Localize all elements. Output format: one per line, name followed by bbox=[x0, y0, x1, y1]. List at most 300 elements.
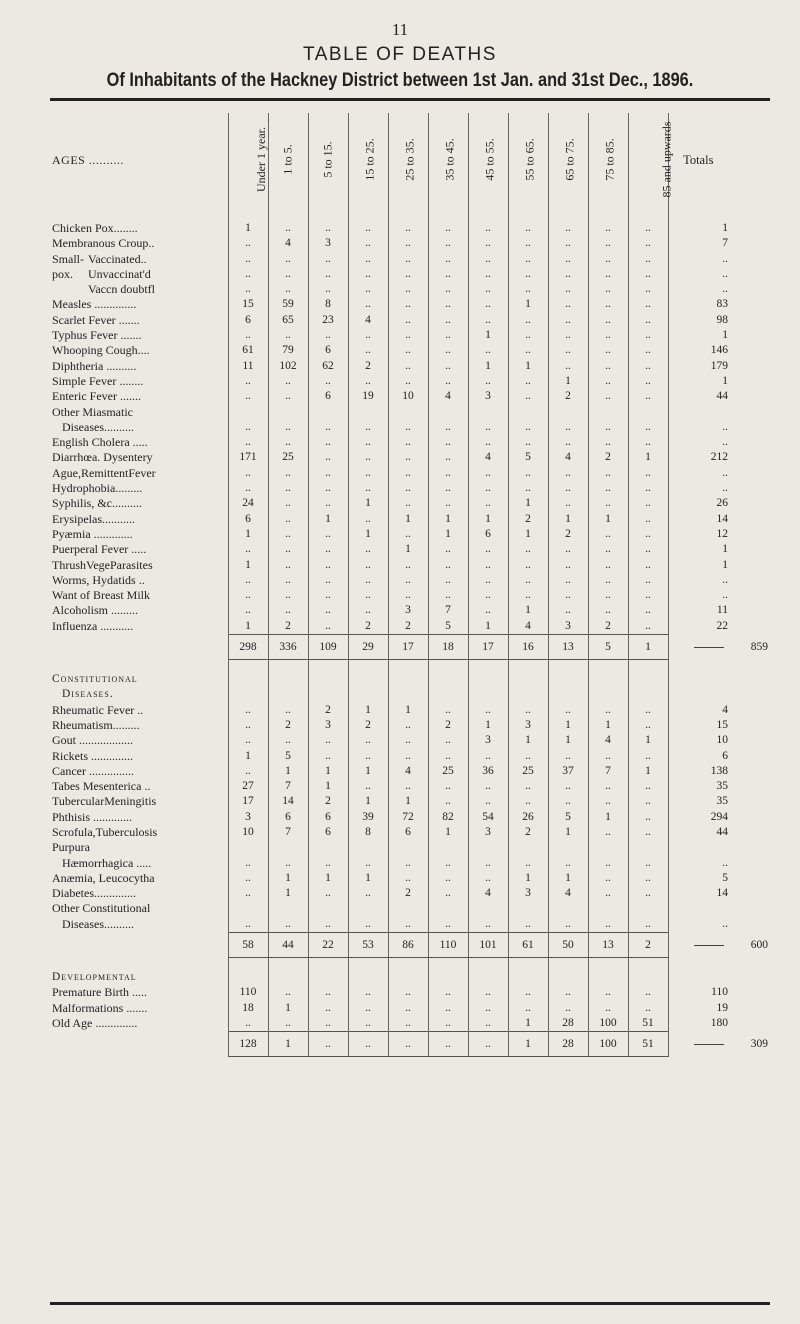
age-count-cell: .. bbox=[268, 267, 308, 282]
table-title: TABLE OF DEATHS bbox=[303, 44, 497, 65]
age-count-cell: .. bbox=[388, 359, 428, 374]
age-count-cell: 1 bbox=[428, 512, 468, 527]
age-count-cell: .. bbox=[588, 703, 628, 718]
empty-cell bbox=[728, 282, 768, 297]
age-count-cell: .. bbox=[468, 297, 508, 312]
age-count-cell: .. bbox=[428, 236, 468, 251]
disease-label: English Cholera ..... bbox=[52, 435, 148, 450]
age-count-cell: .. bbox=[308, 466, 348, 481]
subtotal-cell: 1 bbox=[268, 1032, 308, 1057]
age-count-cell: .. bbox=[228, 466, 268, 481]
age-count-cell: .. bbox=[588, 282, 628, 297]
age-count-cell: .. bbox=[308, 733, 348, 748]
age-count-cell: .. bbox=[588, 542, 628, 557]
table-row bbox=[52, 389, 768, 404]
subtotal-cell: 298 bbox=[228, 635, 268, 660]
table-row bbox=[52, 252, 768, 267]
age-count-cell: 3 bbox=[468, 389, 508, 404]
age-count-cell: .. bbox=[468, 856, 508, 871]
age-count-cell: 6 bbox=[308, 343, 348, 358]
age-count-cell: .. bbox=[548, 282, 588, 297]
subtotal-cell: .. bbox=[308, 1032, 348, 1057]
row-total-cell: 35 bbox=[668, 794, 728, 809]
subtotal-cell: 13 bbox=[548, 635, 588, 660]
table-row bbox=[52, 603, 768, 618]
age-count-cell bbox=[588, 840, 628, 855]
age-count-cell: .. bbox=[548, 359, 588, 374]
age-count-cell: 7 bbox=[268, 779, 308, 794]
age-count-cell: .. bbox=[388, 588, 428, 603]
age-count-cell: .. bbox=[548, 420, 588, 435]
table-row bbox=[52, 558, 768, 573]
age-count-cell: .. bbox=[508, 328, 548, 343]
disease-label: Diseases.......... bbox=[62, 419, 134, 434]
row-total-cell: 44 bbox=[668, 389, 728, 404]
disease-label: Syphilis, &c.......... bbox=[52, 496, 143, 511]
age-count-cell: 1 bbox=[548, 871, 588, 886]
age-count-cell: .. bbox=[228, 603, 268, 618]
age-count-cell: .. bbox=[308, 573, 348, 588]
age-count-cell: .. bbox=[388, 1001, 428, 1016]
empty-cell bbox=[728, 749, 768, 764]
row-total-cell: 1 bbox=[668, 542, 728, 557]
subtotal-cell: 1 bbox=[508, 1032, 548, 1057]
age-count-cell: .. bbox=[428, 496, 468, 511]
age-column-label: 25 to 35. bbox=[402, 138, 417, 182]
empty-cell bbox=[728, 687, 768, 702]
subtotal-cell: 128 bbox=[228, 1032, 268, 1057]
row-total-cell: .. bbox=[668, 917, 728, 933]
age-count-cell: .. bbox=[548, 985, 588, 1000]
disease-label: Phthisis ............. bbox=[52, 809, 133, 824]
row-total-cell: 14 bbox=[668, 512, 728, 527]
age-count-cell: .. bbox=[268, 481, 308, 496]
age-count-cell: 1 bbox=[468, 718, 508, 733]
spacer-cell bbox=[228, 660, 268, 673]
age-count-cell: .. bbox=[508, 221, 548, 236]
age-count-cell: .. bbox=[468, 588, 508, 603]
age-count-cell: .. bbox=[428, 794, 468, 809]
age-count-cell: .. bbox=[308, 527, 348, 542]
age-column-header bbox=[508, 113, 548, 209]
age-count-cell: .. bbox=[228, 267, 268, 282]
age-count-cell: .. bbox=[428, 779, 468, 794]
section-heading-row bbox=[52, 970, 768, 985]
disease-label: Other Miasmatic bbox=[52, 404, 133, 419]
age-count-cell: .. bbox=[628, 619, 668, 635]
age-count-cell: 2 bbox=[508, 512, 548, 527]
age-count-cell: 2 bbox=[588, 619, 628, 635]
age-count-cell: 171 bbox=[228, 450, 268, 465]
age-count-cell: .. bbox=[388, 496, 428, 511]
age-count-cell: .. bbox=[548, 856, 588, 871]
age-count-cell: 1 bbox=[388, 512, 428, 527]
row-total-cell: 98 bbox=[668, 313, 728, 328]
age-count-cell: .. bbox=[628, 794, 668, 809]
age-count-cell: .. bbox=[348, 343, 388, 358]
subtotal-cell: 101 bbox=[468, 933, 508, 958]
empty-cell bbox=[728, 871, 768, 886]
row-total-cell: 11 bbox=[668, 603, 728, 618]
age-count-cell: .. bbox=[628, 718, 668, 733]
age-count-cell: 6 bbox=[308, 825, 348, 840]
age-count-cell: .. bbox=[508, 1001, 548, 1016]
row-total-cell: 294 bbox=[668, 810, 728, 825]
age-column-header bbox=[268, 113, 308, 209]
age-count-cell: .. bbox=[388, 466, 428, 481]
bottom-rule bbox=[50, 1302, 770, 1305]
age-count-cell: .. bbox=[428, 374, 468, 389]
age-count-cell: .. bbox=[268, 420, 308, 435]
age-count-cell: .. bbox=[468, 282, 508, 297]
age-count-cell: .. bbox=[388, 558, 428, 573]
row-total-cell bbox=[668, 901, 728, 916]
age-count-cell: 25 bbox=[428, 764, 468, 779]
age-count-cell: 3 bbox=[508, 886, 548, 901]
empty-cell bbox=[728, 901, 768, 916]
age-count-cell: .. bbox=[548, 794, 588, 809]
age-count-cell: .. bbox=[388, 313, 428, 328]
table-row bbox=[52, 343, 768, 358]
row-total-cell: .. bbox=[668, 856, 728, 871]
age-count-cell: .. bbox=[628, 496, 668, 511]
age-count-cell: .. bbox=[268, 558, 308, 573]
subtotal-cell: 44 bbox=[268, 933, 308, 958]
table-row bbox=[52, 1001, 768, 1016]
subtotal-cell: .. bbox=[428, 1032, 468, 1057]
empty-cell bbox=[728, 221, 768, 236]
age-count-cell: .. bbox=[508, 466, 548, 481]
age-column-header bbox=[428, 113, 468, 209]
table-row bbox=[52, 221, 768, 236]
age-count-cell: 8 bbox=[348, 825, 388, 840]
age-count-cell: .. bbox=[348, 420, 388, 435]
spacer-cell bbox=[428, 958, 468, 971]
age-count-cell: 6 bbox=[268, 810, 308, 825]
age-count-cell: .. bbox=[588, 236, 628, 251]
age-count-cell: .. bbox=[628, 779, 668, 794]
age-count-cell: .. bbox=[428, 481, 468, 496]
age-count-cell: .. bbox=[628, 236, 668, 251]
table-row bbox=[52, 810, 768, 825]
age-count-cell: .. bbox=[508, 252, 548, 267]
disease-label: Hæmorrhagica ..... bbox=[62, 855, 152, 870]
age-count-cell bbox=[628, 840, 668, 855]
age-count-cell: .. bbox=[628, 825, 668, 840]
age-count-cell: .. bbox=[348, 481, 388, 496]
age-count-cell: .. bbox=[468, 1001, 508, 1016]
age-count-cell: 2 bbox=[348, 619, 388, 635]
table-row bbox=[52, 749, 768, 764]
age-count-cell: .. bbox=[388, 297, 428, 312]
age-count-cell: .. bbox=[308, 749, 348, 764]
empty-cell bbox=[628, 672, 668, 687]
age-count-cell: .. bbox=[428, 435, 468, 450]
empty-cell bbox=[728, 603, 768, 618]
subtotal-cell: 22 bbox=[308, 933, 348, 958]
age-count-cell: .. bbox=[508, 703, 548, 718]
ages-header: AGES .......... bbox=[52, 153, 124, 168]
table-row bbox=[52, 481, 768, 496]
empty-cell bbox=[468, 672, 508, 687]
row-total-cell: 12 bbox=[668, 527, 728, 542]
disease-label: Pyæmia ............. bbox=[52, 526, 133, 541]
row-total-cell: 19 bbox=[668, 1001, 728, 1016]
empty-cell bbox=[308, 970, 348, 985]
age-count-cell bbox=[468, 901, 508, 916]
age-count-cell: .. bbox=[628, 420, 668, 435]
age-count-cell: 2 bbox=[588, 450, 628, 465]
age-count-cell: .. bbox=[508, 313, 548, 328]
age-count-cell: .. bbox=[268, 512, 308, 527]
age-count-cell: 19 bbox=[348, 389, 388, 404]
spacer-cell bbox=[268, 660, 308, 673]
age-count-cell: .. bbox=[228, 435, 268, 450]
age-count-cell: 100 bbox=[588, 1016, 628, 1032]
age-count-cell: .. bbox=[588, 825, 628, 840]
deaths-table bbox=[52, 113, 768, 1057]
subtotal-cell: 28 bbox=[548, 1032, 588, 1057]
spacer-cell bbox=[728, 209, 768, 221]
age-count-cell: .. bbox=[588, 779, 628, 794]
age-count-cell bbox=[548, 405, 588, 420]
disease-label bbox=[52, 252, 228, 267]
age-count-cell: .. bbox=[468, 573, 508, 588]
age-count-cell: .. bbox=[588, 573, 628, 588]
age-count-cell: 3 bbox=[308, 718, 348, 733]
subtotal-cell: .. bbox=[348, 1032, 388, 1057]
row-total-cell: .. bbox=[668, 588, 728, 603]
disease-label: Erysipelas........... bbox=[52, 511, 135, 526]
age-count-cell: 82 bbox=[428, 810, 468, 825]
age-count-cell: .. bbox=[348, 236, 388, 251]
group-grand-total: 309 bbox=[750, 1038, 768, 1051]
empty-cell bbox=[728, 672, 768, 687]
disease-label: Worms, Hydatids .. bbox=[52, 572, 145, 587]
age-count-cell: .. bbox=[508, 856, 548, 871]
disease-label: Malformations ....... bbox=[52, 1000, 148, 1015]
age-count-cell: .. bbox=[508, 558, 548, 573]
age-count-cell: .. bbox=[388, 343, 428, 358]
age-count-cell: .. bbox=[428, 733, 468, 748]
age-count-cell: .. bbox=[228, 420, 268, 435]
age-count-cell: .. bbox=[468, 343, 508, 358]
age-count-cell: 110 bbox=[228, 985, 268, 1000]
age-count-cell bbox=[308, 901, 348, 916]
age-count-cell: 1 bbox=[628, 764, 668, 779]
age-count-cell: 4 bbox=[508, 619, 548, 635]
empty-cell bbox=[268, 687, 308, 702]
age-count-cell: 1 bbox=[508, 496, 548, 511]
age-count-cell: 1 bbox=[348, 794, 388, 809]
age-count-cell: .. bbox=[588, 527, 628, 542]
header-row bbox=[52, 113, 768, 209]
spacer-cell bbox=[668, 209, 728, 221]
age-count-cell: .. bbox=[228, 588, 268, 603]
age-count-cell: .. bbox=[548, 917, 588, 933]
age-count-cell: 1 bbox=[268, 871, 308, 886]
spacer-cell bbox=[228, 958, 268, 971]
age-count-cell: .. bbox=[388, 435, 428, 450]
age-count-cell: .. bbox=[468, 466, 508, 481]
age-count-cell: .. bbox=[588, 313, 628, 328]
table-row bbox=[52, 267, 768, 282]
disease-label: Typhus Fever ....... bbox=[52, 328, 142, 343]
spacer-cell bbox=[508, 209, 548, 221]
row-total-cell: .. bbox=[668, 435, 728, 450]
empty-cell bbox=[728, 420, 768, 435]
disease-name: Vaccn doubtfl bbox=[88, 282, 155, 297]
disease-label: Other Constitutional bbox=[52, 901, 151, 916]
age-count-cell: .. bbox=[428, 221, 468, 236]
age-count-cell: .. bbox=[628, 512, 668, 527]
age-count-cell: 2 bbox=[508, 825, 548, 840]
age-count-cell: .. bbox=[348, 856, 388, 871]
age-count-cell: .. bbox=[428, 343, 468, 358]
age-count-cell: 5 bbox=[508, 450, 548, 465]
age-count-cell: 1 bbox=[628, 733, 668, 748]
age-count-cell: .. bbox=[268, 985, 308, 1000]
age-count-cell: .. bbox=[588, 297, 628, 312]
age-count-cell: .. bbox=[308, 603, 348, 618]
subtotal-cell: 17 bbox=[468, 635, 508, 660]
age-count-cell: .. bbox=[228, 282, 268, 297]
age-count-cell: .. bbox=[428, 588, 468, 603]
empty-cell bbox=[728, 794, 768, 809]
age-count-cell bbox=[228, 405, 268, 420]
row-total-cell: 1 bbox=[668, 558, 728, 573]
age-count-cell: 2 bbox=[308, 703, 348, 718]
age-count-cell: .. bbox=[628, 313, 668, 328]
age-count-cell: .. bbox=[588, 496, 628, 511]
age-count-cell: .. bbox=[468, 420, 508, 435]
age-count-cell: .. bbox=[228, 1016, 268, 1032]
age-count-cell: .. bbox=[468, 871, 508, 886]
age-count-cell: .. bbox=[308, 985, 348, 1000]
age-count-cell: 1 bbox=[468, 328, 508, 343]
age-count-cell: .. bbox=[228, 389, 268, 404]
age-count-cell: 28 bbox=[548, 1016, 588, 1032]
table-row bbox=[52, 527, 768, 542]
age-count-cell: .. bbox=[508, 374, 548, 389]
age-count-cell: 39 bbox=[348, 810, 388, 825]
empty-cell bbox=[728, 588, 768, 603]
empty-cell bbox=[508, 687, 548, 702]
row-total-cell: 138 bbox=[668, 764, 728, 779]
empty-cell bbox=[228, 672, 268, 687]
age-count-cell: 1 bbox=[468, 512, 508, 527]
age-count-cell: .. bbox=[348, 1001, 388, 1016]
age-count-cell bbox=[228, 840, 268, 855]
row-total-cell: .. bbox=[668, 282, 728, 297]
age-count-cell: .. bbox=[548, 343, 588, 358]
age-count-cell: .. bbox=[428, 871, 468, 886]
empty-cell bbox=[728, 825, 768, 840]
age-count-cell: 2 bbox=[268, 718, 308, 733]
age-count-cell: 102 bbox=[268, 359, 308, 374]
age-count-cell: .. bbox=[228, 871, 268, 886]
row-total-cell: .. bbox=[668, 267, 728, 282]
age-count-cell: 1 bbox=[348, 527, 388, 542]
age-count-cell: .. bbox=[428, 573, 468, 588]
table-row bbox=[52, 825, 768, 840]
age-count-cell: .. bbox=[508, 267, 548, 282]
age-count-cell: .. bbox=[268, 435, 308, 450]
age-column-label: 5 to 15. bbox=[320, 141, 335, 179]
empty-cell bbox=[588, 672, 628, 687]
empty-cell bbox=[728, 481, 768, 496]
age-count-cell: 2 bbox=[428, 718, 468, 733]
table-row bbox=[52, 435, 768, 450]
disease-label: Ague,RemittentFever bbox=[52, 465, 156, 480]
empty-cell bbox=[508, 672, 548, 687]
table-row bbox=[52, 405, 768, 420]
age-count-cell: .. bbox=[348, 282, 388, 297]
age-count-cell: .. bbox=[628, 573, 668, 588]
age-count-cell: .. bbox=[428, 359, 468, 374]
subtotal-row bbox=[52, 635, 768, 660]
spacer-cell bbox=[388, 209, 428, 221]
empty-cell bbox=[728, 779, 768, 794]
age-count-cell: 1 bbox=[268, 1001, 308, 1016]
empty-cell bbox=[308, 687, 348, 702]
age-count-cell: .. bbox=[348, 779, 388, 794]
spacer-cell bbox=[228, 209, 268, 221]
empty-cell bbox=[388, 970, 428, 985]
age-count-cell: .. bbox=[388, 267, 428, 282]
age-count-cell bbox=[268, 405, 308, 420]
disease-label: Influenza ........... bbox=[52, 618, 134, 633]
age-count-cell: 18 bbox=[228, 1001, 268, 1016]
row-total-cell: 4 bbox=[668, 703, 728, 718]
row-total-cell: 1 bbox=[668, 328, 728, 343]
age-count-cell: .. bbox=[548, 703, 588, 718]
age-count-cell: 1 bbox=[308, 779, 348, 794]
age-count-cell bbox=[508, 840, 548, 855]
age-column-label: 45 to 55. bbox=[482, 138, 497, 182]
age-count-cell: .. bbox=[468, 252, 508, 267]
age-count-cell: 1 bbox=[428, 825, 468, 840]
age-count-cell: .. bbox=[628, 328, 668, 343]
age-count-cell: .. bbox=[628, 810, 668, 825]
subtotal-cell: 50 bbox=[548, 933, 588, 958]
subtotal-cell: 61 bbox=[508, 933, 548, 958]
disease-label: Whooping Cough.... bbox=[52, 343, 150, 358]
row-total-cell: 1 bbox=[668, 374, 728, 389]
disease-name: Unvaccinat'd bbox=[88, 266, 151, 281]
age-count-cell: 3 bbox=[548, 619, 588, 635]
age-count-cell: .. bbox=[508, 573, 548, 588]
empty-cell bbox=[268, 672, 308, 687]
age-count-cell bbox=[428, 901, 468, 916]
age-count-cell: .. bbox=[628, 282, 668, 297]
subtotal-cell: 2 bbox=[628, 933, 668, 958]
table-row bbox=[52, 588, 768, 603]
age-count-cell: 1 bbox=[308, 871, 348, 886]
age-count-cell: .. bbox=[348, 749, 388, 764]
age-count-cell: .. bbox=[588, 794, 628, 809]
age-count-cell: 4 bbox=[348, 313, 388, 328]
age-count-cell: .. bbox=[548, 435, 588, 450]
age-count-cell: 1 bbox=[388, 794, 428, 809]
age-count-cell: 1 bbox=[508, 603, 548, 618]
smallpox-prefix: pox. bbox=[52, 266, 73, 281]
table-row bbox=[52, 794, 768, 809]
age-count-cell: .. bbox=[468, 558, 508, 573]
age-count-cell: 3 bbox=[308, 236, 348, 251]
age-count-cell: .. bbox=[308, 282, 348, 297]
disease-label: Hydrophobia......... bbox=[52, 481, 143, 496]
